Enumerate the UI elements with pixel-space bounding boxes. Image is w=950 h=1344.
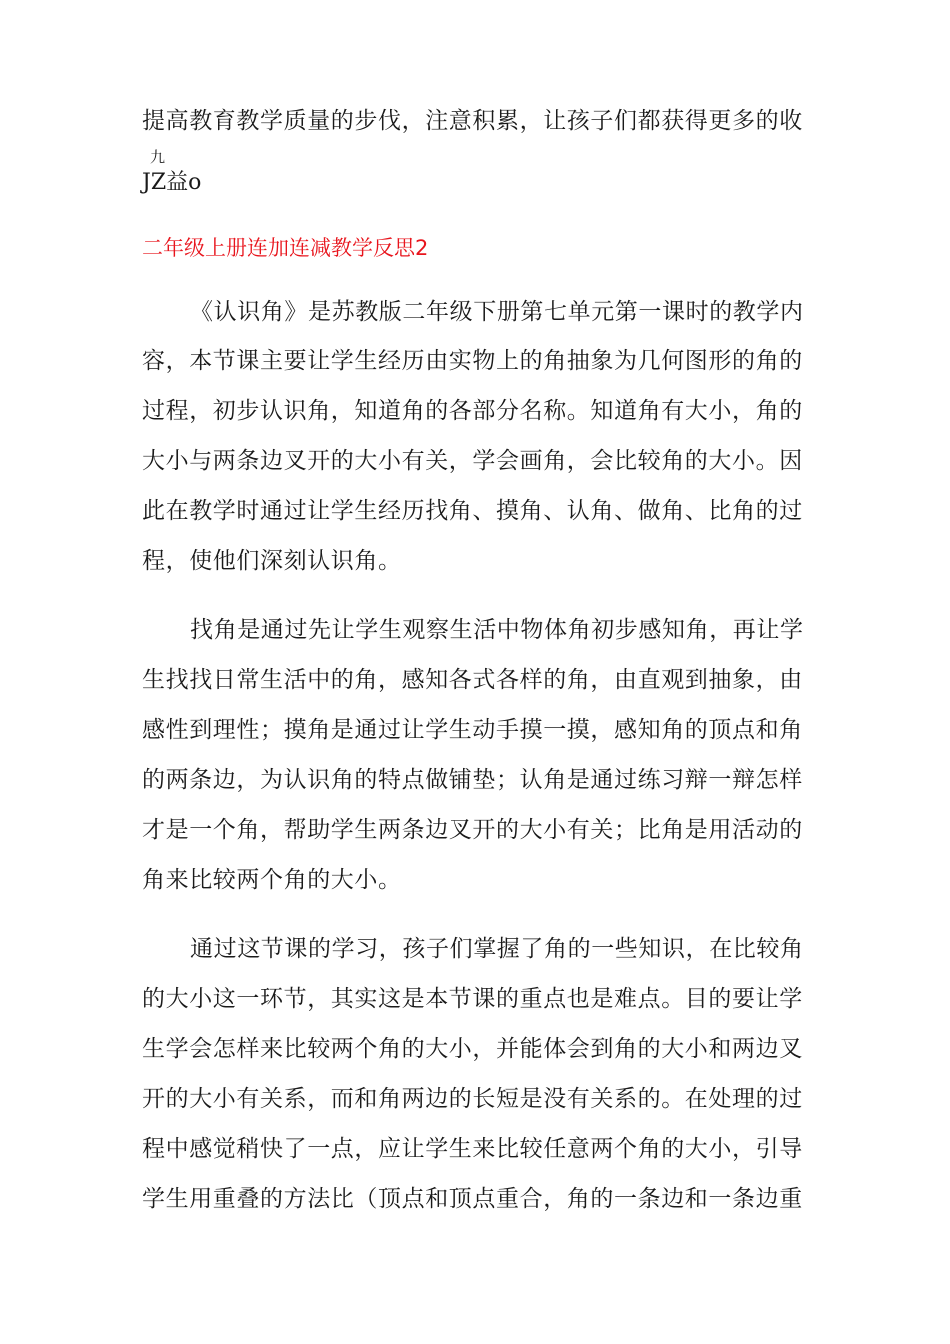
paragraph-2-line-4: 的两条边，为认识角的特点做铺垫；认角是通过练习辩一辩怎样 [142,767,803,793]
paragraph-2-line-5: 才是一个角，帮助学生两条边叉开的大小有关；比角是用活动的 [142,817,803,843]
paragraph-2-line-6: 角来比较两个角的大小。 [142,867,402,893]
fragment-top-line: 提高教育教学质量的步伐，注意积累，让孩子们都获得更多的收 [142,108,803,134]
paragraph-2-line-1: 找角是通过先让学生观察生活中物体角初步感知角，再让学 [190,617,804,643]
paragraph-3-line-6: 学生用重叠的方法比（顶点和顶点重合，角的一条边和一条边重 [142,1186,803,1212]
paragraph-1-line-6: 程，使他们深刻认识角。 [142,548,402,574]
paragraph-2-line-3: 感性到理性；摸角是通过让学生动手摸一摸，感知角的顶点和角 [142,717,803,743]
section-heading: 二年级上册连加连减教学反思2 [142,236,429,260]
paragraph-1-line-4: 大小与两条边叉开的大小有关，学会画角，会比较角的大小。因 [142,448,803,474]
paragraph-1-line-1: 《认识角》是苏教版二年级下册第七单元第一课时的教学内 [190,299,804,325]
fragment-small-text: 九 [150,148,166,166]
paragraph-2-line-2: 生找找日常生活中的角，感知各式各样的角，由直观到抽象，由 [142,667,803,693]
fragment-line: JZ益o [142,170,202,195]
paragraph-1-line-3: 过程，初步认识角，知道角的各部分名称。知道角有大小，角的 [142,398,803,424]
paragraph-3-line-2: 的大小这一环节，其实这是本节课的重点也是难点。目的要让学 [142,986,803,1012]
paragraph-1-line-2: 容，本节课主要让学生经历由实物上的角抽象为几何图形的角的 [142,348,803,374]
paragraph-3-line-4: 开的大小有关系，而和角两边的长短是没有关系的。在处理的过 [142,1086,803,1112]
paragraph-1-line-5: 此在教学时通过让学生经历找角、摸角、认角、做角、比角的过 [142,498,803,524]
paragraph-3-line-5: 程中感觉稍快了一点，应让学生来比较任意两个角的大小，引导 [142,1136,803,1162]
paragraph-3-line-3: 生学会怎样来比较两个角的大小，并能体会到角的大小和两边叉 [142,1036,803,1062]
paragraph-3-line-1: 通过这节课的学习，孩子们掌握了角的一些知识，在比较角 [190,936,804,962]
